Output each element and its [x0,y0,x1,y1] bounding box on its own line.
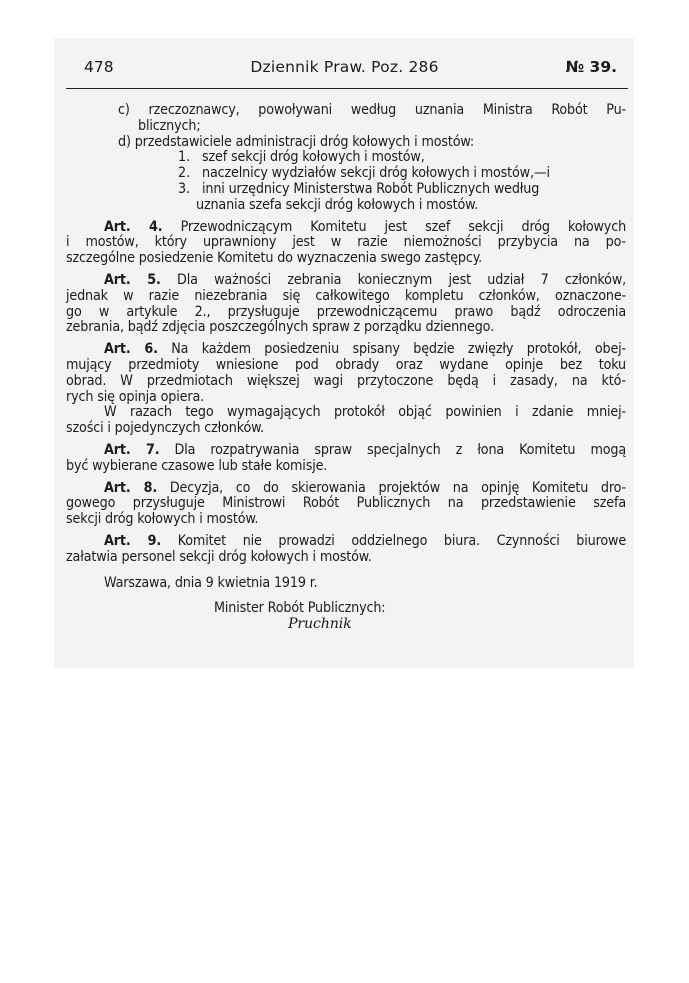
art8-line-3: sekcji dróg kołowych i mostów. [66,511,259,528]
art9-text: Komitet nie prowadzi oddzielnego biura. Czynności biurowe [177,532,627,549]
sub-item-number: 1. [178,149,190,166]
minister-title: Minister Robót Publicznych: [214,600,386,617]
document-body [66,103,626,633]
art4-label: Art. 4. [104,218,163,235]
art6-para2-line-2: szości i pojedynczych członków. [66,420,264,437]
art9-line-2: załatwia personel sekcji dróg kołowych i mostów. [66,548,372,565]
date-line: Warszawa, dnia 9 kwietnia 1919 r. [104,574,318,591]
art6-line-2: mujący przedmioty wniesione pod obrady oraz wydane opinje bez toku [66,356,626,373]
art4-first-line [66,220,626,236]
art8-label: Art. 8. [104,479,158,496]
art8-text: Decyzja, co do skierowania projektów na opinję Komitetu dro- [169,479,627,496]
header-rule [66,88,628,89]
art6-line-3: obrad. W przedmiotach większej wagi przytoczone będą i zasady, na któ- [66,372,626,389]
art9-label: Art. 9. [104,532,162,549]
item-d: d) przedstawiciele administracji dróg kołowych i mostów: [118,133,475,150]
sub-item-text: szef sekcji dróg kołowych i mostów, [202,149,425,166]
item-c-line-2: blicznych; [138,117,201,134]
art8-line-2: gowego przysługuje Ministrowi Robót Publicznych na przedstawienie szefa [66,495,626,512]
art4-line-3: szczególne posiedzenie Komitetu do wyznaczenia swego zastępcy. [66,250,482,267]
signature: Pruchnik [288,616,352,633]
art6-first-line [66,342,626,358]
art4-line-2: i mostów, który uprawniony jest w razie niemożności przybycia na po- [66,234,626,251]
page-header [0,58,689,82]
art5-label: Art. 5. [104,271,161,288]
art6-text: Na każdem posiedzeniu spisany będzie zwięzły protokół, obej- [171,341,627,358]
art5-line-4: zebrania, bądź zdjęcia poszczególnych spraw z porządku dziennego. [66,319,494,336]
sub-item-number: 2. [178,165,190,182]
sub-item-text: inni urzędnicy Ministerstwa Robót Publicznych według [202,180,540,197]
art8-first-line [66,481,626,497]
journal-title: Dziennik Praw. Poz. 286 [250,58,439,76]
item-c-line-1: c) rzeczoznawcy, powoływani według uznania Ministra Robót Pu- [118,102,626,118]
sub-item-3-line-2: uznania szefa sekcji dróg kołowych i mostów. [196,196,479,213]
sub-item-text: naczelnicy wydziałów sekcji dróg kołowych i mostów,—i [202,165,550,182]
art5-line-3: go w artykule 2., przysługuje przewodniczącemu prawo bądź odroczenia [66,303,626,320]
sub-item-1 [66,150,626,166]
art9-first-line [66,534,626,550]
art5-line-2: jednak w razie niezebrania się całkowitego kompletu członków, oznaczone- [66,287,626,304]
art5-text: Dla ważności zebrania koniecznym jest udział 7 członków, [177,271,627,288]
sub-item-3 [66,182,626,198]
art6-label: Art. 6. [104,341,158,358]
sub-item-number: 3. [178,180,190,197]
page-number: 478 [84,58,114,76]
sub-item-2 [66,166,626,182]
art7-first-line [66,443,626,459]
art6-line-4: rych się opinja opiera. [66,388,205,405]
art5-first-line [66,273,626,289]
art4-text: Przewodniczącym Komitetu jest szef sekcji dróg kołowych [180,218,627,235]
art6-para2-line-1: W razach tego wymagających protokół objąć powinien i zdanie mniej- [104,404,626,421]
art7-text: Dla rozpatrywania spraw specjalnych z łona Komitetu mogą [174,441,627,458]
art7-line-2: być wybierane czasowe lub stałe komisje. [66,457,328,474]
issue-number: № 39. [565,58,617,76]
art7-label: Art. 7. [104,441,160,458]
